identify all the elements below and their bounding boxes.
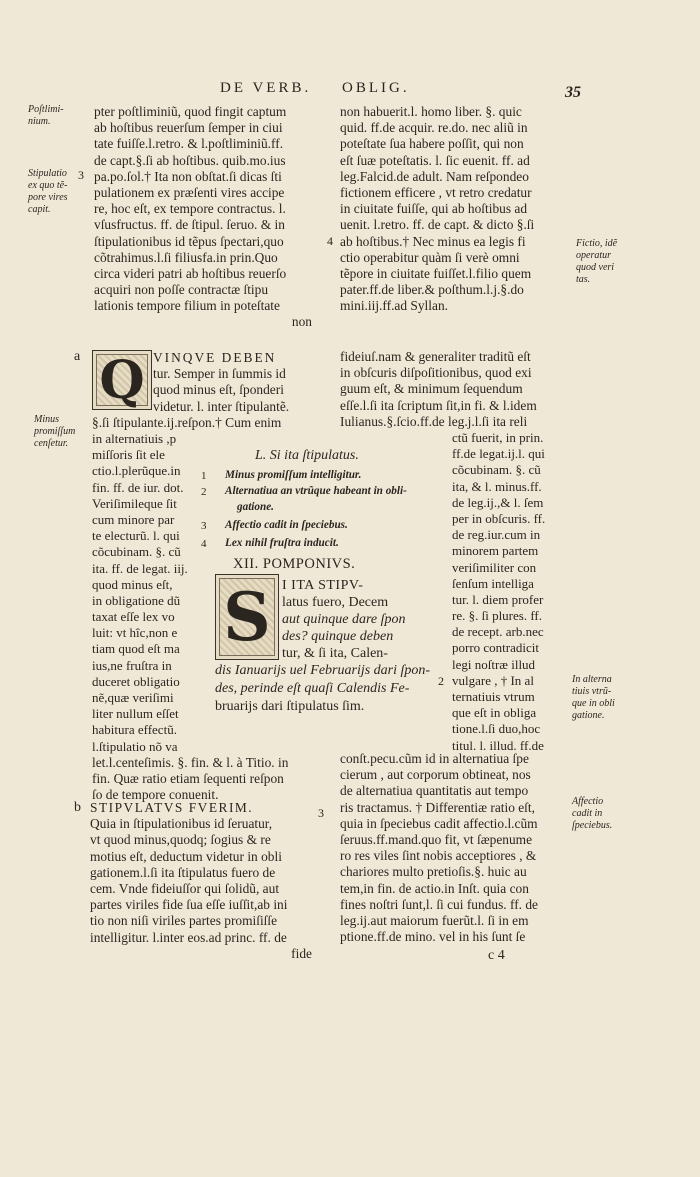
book-page: DE VERB. OBLIG. 35 Poſtlimi- nium. Stipulatio ex quo tẽ- pore vires capit. Minus promiſſum cenſetur. Fictio, idẽ operatur quod veri tas. In alterna tiuis vtrũ- que in obli gatione. Affectio cadit in ſpeciebus. pter poſtliminiũ, quod fingit captum ab hoſtibus reuerſum ſemper in ciui tate fuiſſe.l.retro. & l.poſtliminiũ.ff. de capt.§.ſi ab hoſtibus. quib.mo.ius pa.po.ſol.† Ita non obſtat.ſi dicas ſti pulationem ex præſenti vires accipe re, hoc eſt, ex tempore contractus. l. vſusfructus. ff. de ſtipul. ſeruo. & in ſtipulationibus id tẽpus ſpectari,quo cõtrahimus.l.ſi filiusfa.in prin.Quo circa videri patri ab hoſtibus reuerſo acquiri non poſſe contractæ ſtipu lationis tempore filium in poteſtate non 3 non habuerit.l. homo liber. §. quic quid. ff.de acquir. re.do. nec aliũ in poteſtate ſua habere poſſit, qui non eſt ſuæ poteſtatis. l. ſic euenit. ff. ad leg.Falcid.de adult. Nam reſpondeo fictionem efficere , vt retro credatur in ciuitate fuiſſe, qui ab hoſtibus ad uenit. l.retro. ff. de capt. & dicto §.ſi ab hoſtibus.† Nec minus ea legis fi ctio operabitur quàm ſi verè omni tẽpore in ciuitate fuiſſet.l.filio quem pater.ff.de liber.& poſthum.l.j.§.do mini.iij.ff.ad Syllan. 4 a Q VINQVE DEBEN tur. Semper in ſummis id quod minus eſt, ſponderi videtur. l. inter ſtipulantẽ. §.ſi ſtipulante.ij.reſpon.† Cum enim in alternatiuis ,p miſſoris ſit ele ctio.l.plerũque.in fin. ff. de iur. dot. Veriſimileque ſit cum minore par te electurũ. l. qui cõcubinam. §. cũ ita. ff. de legat. iij. quod minus eſt, in obligatione dũ taxat eſſe lex vo luit: vt hîc,non e tiam quod eſt ma ius,ne fruſtra in duceret obligatio nẽ,quæ veriſimi liter nullum eſſet habitura effectũ. l.ſtipulatio nõ va let.l.centeſimis. §. fin. & l. à Titio. in fin. Quæ ratio etiam ſequenti reſpon ſo de tempore conuenit. L. Si ita ſtipulatus. 1 Minus promiſſum intelligitur. 2 Alternatiua an vtrũque habeant in obli- gatione. 3 Affectio cadit in ſpeciebus. 4 Lex nihil fruſtra inducit. XII. POMPONIVS. S I ITA STIPV- latus fuero, Decem aut quinque dare ſpon des? quinque deben tur, & ſi ita, Calen- dis Ianuarijs uel Februarijs dari ſpon- des, perinde eſt quaſi Calendis Fe- bruarijs dari ſtipulatus ſim. fideiuſ.nam & generaliter traditũ eſt in obſcuris diſpoſitionibus, quod exi guum eſt, & minimum ſequendum eſſe.l.ſi ita ſcriptum ſit,in fi. & l.idem Iulianus.§.ſcio.ff.de leg.j.l.ſi ita reli ctũ fuerit, in prin. ff.de legat.ij.l. qui cõcubinam. §. cũ ita, & l. minus.ff. de leg.ij.,& l. ſem per in obſcuris. ff. de reg.iur.cum in minorem partem veriſimiliter con ſenſum intelliga tur. l. diem profer re. §. ſi plures. ff. de recept. arb.nec porro contradicit legi noſtræ illud vulgare , † In al ternatiuis vtrum que eſt in obliga tione.l.ſi duo,hoc titul. l. illud. ff.de 2 b STIPVLATVS FVERIM. Quia in ſtipulationibus id ſeruatur, vt quod minus,quodq; ſogius & re motius eſt, deductum videtur in obli gationem.l.ſi ita ſtipulatus fuero de cem. Vnde fideiuſſor qui ſolidũ, aut partes viriles fide ſua eſſe iuſſit,ab ini tio non niſi viriles partes promiſiſſe intelligitur. l.inter eos.ad princ. ff. de fide 3 conſt.pecu.cũm id in alternatiua ſpe cierum , aut corporum obtineat, nos de alternatiua quantitatis aut tempo ris tractamus. † Differentiæ ratio eſt, quia in ſpeciebus cadit affectio.l.cũm ſeruus.ff.mand.quo fit, vt ſæpenume ro res viles ſint nobis acceptiores , & chariores multo pretioſis.§. huic au tem,in fin. de actio.in Inſt. quia con fines noſtri ſunt,l. ſi cui fundus. ff. de leg.ij.aut maiorum fuerũt.l. ſi in em ptione.ff.de mino. vel in his ſunt ſe c 4 <box>28 80 618 963</box>
top-left-column: pter poſtliminiũ, quod fingit captum ab hoſtibus reuerſum ſemper in ciui tate fuiſſe.l.retro. & l.poſtliminiũ.ff. de capt.§.ſi ab hoſtibus. quib.mo.ius pa.po.ſol.† Ita non obſtat.ſi dicas ſti pulationem ex præſenti vires accipe re, hoc eſt, ex tempore contractus. l. vſusfructus. ff. de ſtipul. ſeruo. & in ſtipulationibus id tẽpus ſpectari,quo cõtrahimus.l.ſi filiusfa.in prin.Quo circa videri patri ab hoſtibus reuerſo acquiri non poſſe contractæ ſtipu lationis tempore filium in poteſtate non <box>94 104 312 330</box>
paragraph-number: 3 <box>318 806 324 820</box>
summary-title: L. Si ita ſtipulatus. <box>255 448 359 463</box>
section-letter-a: a <box>74 349 81 364</box>
top-right-column: non habuerit.l. homo liber. §. quic quid. ff.de acquir. re.do. nec aliũ in poteſtate ſua habere poſſit, qui non eſt ſuæ poteſtatis. l. ſic euenit. ff. ad leg.Falcid.de adult. Nam reſpondeo fictionem efficere , vt retro credatur in ciuitate fuiſſe, qui ab hoſtibus ad uenit. l.retro. ff. de capt. & dicto §.ſi ab hoſtibus.† Nec minus ea legis fi ctio operabitur quàm ſi verè omni tẽpore in ciuitate fuiſſet.l.filio quem pater.ff.de liber.& poſthum.l.j.§.do mini.iij.ff.ad Syllan. <box>340 104 535 314</box>
margin-note-minus: Minus promiſſum cenſetur. <box>34 414 76 449</box>
margin-note-fictio: Fictio, idẽ operatur quod veri tas. <box>576 238 618 285</box>
catchword-signature: c 4 <box>488 948 505 963</box>
folio-number: 35 <box>565 84 581 101</box>
margin-note-stipulatio: Stipulatio ex quo tẽ- pore vires capit. <box>28 168 68 215</box>
law-text-beside-initial: I ITA STIPV- latus fuero, Decem aut quinque dare ſpon des? quinque deben tur, & ſi ita, Calen- <box>282 578 406 661</box>
middle-right-narrow-column: ctũ fuerit, in prin. ff.de legat.ij.l. qui cõcubinam. §. cũ ita, & l. minus.ff. de leg.ij.,& l. ſem per in obſcuris. ff. de reg.iur.cum in minorem partem veriſimiliter con ſenſum intelliga tur. l. diem profer re. §. ſi plures. ff. de recept. arb.nec porro contradicit legi noſtræ illud vulgare , † In al ternatiuis vtrum que eſt in obliga tione.l.ſi duo,hoc titul. l. illud. ff.de <box>452 430 546 753</box>
summary-item: Minus promiſſum intelligitur. <box>225 469 362 481</box>
bottom-right-column: conſt.pecu.cũm id in alternatiua ſpe cierum , aut corporum obtineat, nos de alternatiua quantitatis aut tempo ris tractamus. † Differentiæ ratio eſt, quia in ſpeciebus cadit affectio.l.cũm ſeruus.ff.mand.quo fit, vt ſæpenume ro res viles ſint nobis acceptiores , & chariores multo pretioſis.§. huic au tem,in fin. de actio.in Inſt. quia con fines noſtri ſunt,l. ſi cui fundus. ff. de leg.ij.aut maiorum fuerũt.l. ſi in em ptione.ff.de mino. vel in his ſunt ſe <box>340 751 538 945</box>
margin-note-alternativa: In alterna tiuis vtrũ- que in obli gatione. <box>572 674 615 721</box>
decorated-initial-s: S <box>215 574 279 660</box>
paragraph-number: 3 <box>78 168 84 182</box>
summary-item: Alternatiua an vtrũque habeant in obli- <box>225 485 407 497</box>
section-letter-b: b <box>74 800 81 815</box>
summary-item: gatione. <box>237 501 274 513</box>
middle-left-narrow-column: in alternatiuis ,p miſſoris ſit ele ctio.l.plerũque.in fin. ff. de iur. dot. Veriſimileque ſit cum minore par te electurũ. l. qui cõcubinam. §. cũ ita. ff. de legat. iij. quod minus eſt, in obligatione dũ taxat eſſe lex vo luit: vt hîc,non e tiam quod eſt ma ius,ne fruſtra in duceret obligatio nẽ,quæ veriſimi liter nullum eſſet habitura effectũ. l.ſtipulatio nõ va <box>92 431 188 754</box>
running-title-left: DE VERB. <box>220 80 312 96</box>
bottom-left-column: STIPVLATVS FVERIM. Quia in ſtipulationibus id ſeruatur, vt quod minus,quodq; ſogius & re motius eſt, deductum videtur in obli gationem.l.ſi ita ſtipulatus fuero de cem. Vnde fideiuſſor qui ſolidũ, aut partes viriles fide ſua eſſe iuſſit,ab ini tio non niſi viriles partes promiſiſſe intelligitur. l.inter eos.ad princ. ff. de fide <box>90 800 312 961</box>
summary-item: Lex nihil fruſtra inducit. <box>225 537 339 549</box>
middle-left-lines: VINQVE DEBEN tur. Semper in ſummis id quod minus eſt, ſponderi videtur. l. inter ſtipulantẽ. <box>153 350 290 414</box>
running-header <box>220 80 580 100</box>
law-heading: XII. POMPONIVS. <box>233 556 356 572</box>
margin-note-affectio: Affectio cadit in ſpeciebus. <box>572 796 613 831</box>
middle-right-lines: fideiuſ.nam & generaliter traditũ eſt in obſcuris diſpoſitionibus, quod exi guum eſt, & minimum ſequendum eſſe.l.ſi ita ſcriptum ſit,in fi. & l.idem Iulianus.§.ſcio.ff.de leg.j.l.ſi ita reli <box>340 349 537 429</box>
middle-left-line-full: §.ſi ſtipulante.ij.reſpon.† Cum enim <box>92 415 282 430</box>
paragraph-number: 4 <box>327 234 333 248</box>
middle-left-full-lines: let.l.centeſimis. §. fin. & l. à Titio. in fin. Quæ ratio etiam ſequenti reſpon ſo de tempore conuenit. <box>92 755 289 803</box>
summary-item: Affectio cadit in ſpeciebus. <box>225 519 348 531</box>
law-text-full: dis Ianuarijs uel Februarijs dari ſpon- des, perinde eſt quaſi Calendis Fe- bruarijs dari ſtipulatus ſim. <box>215 663 431 714</box>
decorated-initial-q: Q <box>92 350 152 410</box>
running-title-right: OBLIG. <box>342 80 410 96</box>
margin-note-postliminium: Poſtlimi- nium. <box>28 104 64 127</box>
paragraph-number: 2 <box>438 674 444 688</box>
